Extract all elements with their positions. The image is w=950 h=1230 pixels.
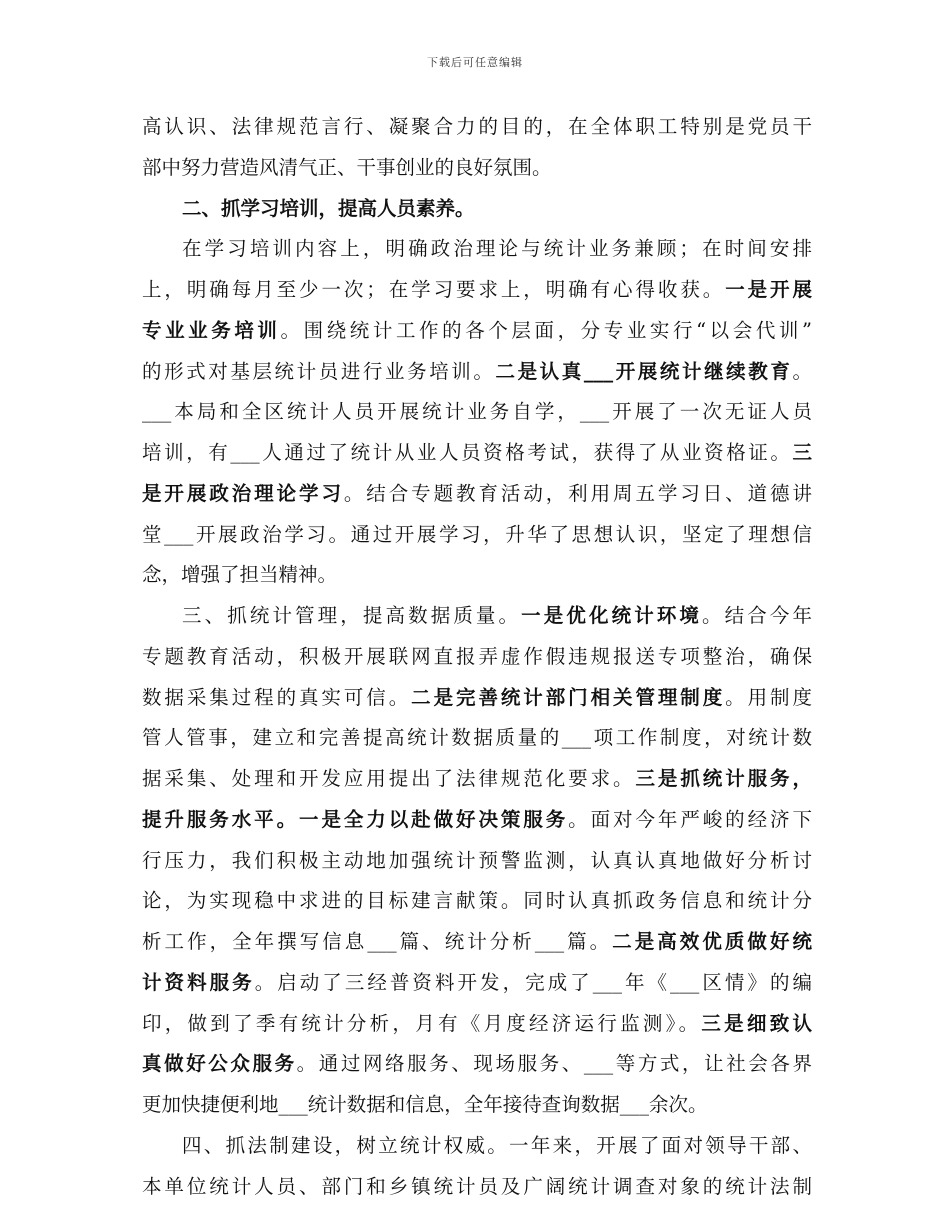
text-line: 专题教育活动，积极开展联网直报弄虚作假违规报送专项整治，确保 — [142, 644, 812, 668]
text-line: 计资料服务。启动了三经普资料开发，完成了___年《___区情》的编 — [142, 970, 812, 994]
text-line: 本单位统计人员、部门和乡镇统计员及广阔统计调查对象的统计法制 — [142, 1174, 812, 1198]
text-line: 真做好公众服务。通过网络服务、现场服务、___等方式，让社会各界 — [142, 1052, 812, 1076]
text-line: 行压力，我们积极主动地加强统计预警监测，认真认真地做好分析讨 — [142, 848, 812, 872]
section-heading: 三、抓统计管理，提高数据质量。一是优化统计环境。结合今年 — [182, 604, 812, 627]
text-line: 堂___开展政治学习。通过开展学习，升华了思想认识，坚定了理想信 — [142, 522, 812, 546]
document-body — [142, 107, 812, 1207]
text-line: 高认识、法律规范言行、凝聚合力的目的，在全体职工特别是党员干 — [142, 115, 812, 138]
text-line: 念，增强了担当精神。 — [142, 563, 338, 587]
text-line: 数据采集过程的真实可信。二是完善统计部门相关管理制度。用制度 — [142, 685, 812, 709]
text-line: 专业业务培训。围绕统计工作的各个层面，分专业实行“以会代训” — [142, 318, 812, 342]
text-line: 的形式对基层统计员进行业务培训。二是认真___开展统计继续教育。 — [142, 359, 812, 383]
text-line: 培训，有___人通过了统计从业人员资格考试，获得了从业资格证。三 — [142, 441, 812, 464]
page-header: 下载后可任意编辑 — [427, 56, 523, 69]
text-line: 上，明确每月至少一次；在学习要求上，明确有心得收获。一是开展 — [142, 278, 812, 301]
text-line: 在学习培训内容上，明确政治理论与统计业务兼顾；在时间安排 — [182, 237, 812, 261]
section-heading: 二、抓学习培训，提高人员素养。 — [182, 196, 475, 220]
text-line: 印，做到了季有统计分析，月有《月度经济运行监测》。三是细致认 — [142, 1011, 812, 1035]
text-line: 更加快捷便利地___统计数据和信息，全年接待查询数据___余次。 — [142, 1093, 708, 1116]
text-line: 析工作，全年撰写信息___篇、统计分析___篇。二是高效优质做好统 — [142, 930, 812, 953]
text-line: 论，为实现稳中求进的目标建言献策。同时认真抓政务信息和统计分 — [142, 889, 812, 913]
text-line: 是开展政治理论学习。结合专题教育活动，利用周五学习日、道德讲 — [142, 481, 812, 505]
text-line: 管人管事，建立和完善提高统计数据质量的___项工作制度，对统计数 — [142, 726, 812, 750]
text-line: 据采集、处理和开发应用提出了法律规范化要求。三是抓统计服务， — [142, 767, 812, 790]
section-heading: 四、抓法制建设，树立统计权威。一年来，开展了面对领导干部、 — [182, 1133, 812, 1157]
text-line: 部中努力营造风清气正、干事创业的良好氛围。 — [142, 155, 552, 179]
text-line: ___本局和全区统计人员开展统计业务自学，___开展了一次无证人员 — [142, 400, 812, 424]
text-line: 提升服务水平。一是全力以赴做好决策服务。面对今年严峻的经济下 — [142, 807, 812, 831]
